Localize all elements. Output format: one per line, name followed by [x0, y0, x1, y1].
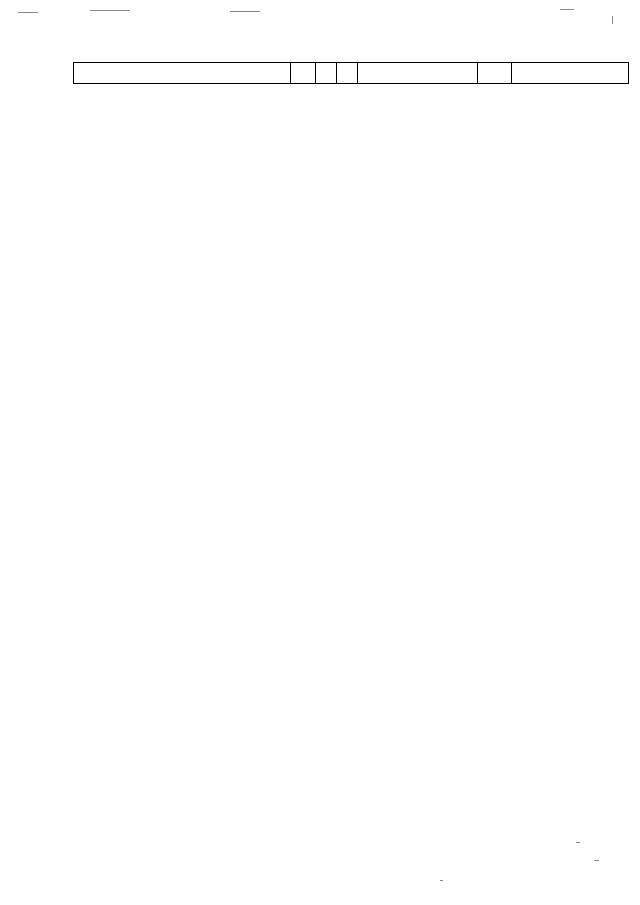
- header-col-7: [512, 63, 629, 84]
- header-col-4: [337, 63, 358, 84]
- header-col-6: [478, 63, 512, 84]
- header-col-1: [74, 63, 291, 84]
- table-header: [73, 62, 629, 84]
- header-col-3: [316, 63, 337, 84]
- header-col-2: [291, 63, 316, 84]
- header-col-5: [358, 63, 478, 84]
